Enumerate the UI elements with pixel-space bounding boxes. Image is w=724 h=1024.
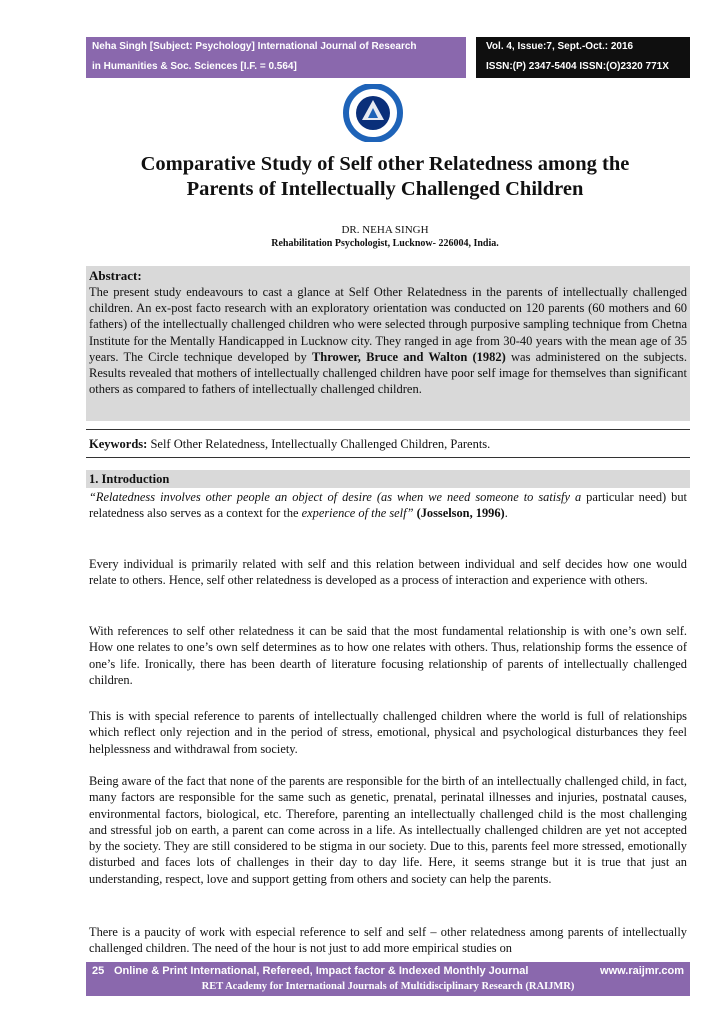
abstract-citation: Thrower, Bruce and Walton (1982) — [311, 349, 506, 364]
paragraph-1: Every individual is primarily related with self and this relation between individual and self decides how one would relate to others. Hence, self other relatedness is developed as a process of interaction and experience with others. — [89, 557, 687, 588]
abstract-text-part2: was administered on the subjects. Results revealed that mothers of intellectually challenged children have poor self image for themselves than significant others as compared to fathers of intellectually challenged children. — [89, 349, 688, 397]
abstract-text-part1: The present study endeavours to cast a glance at Self Other Relatedness in the parents of intellectually challenged children. An ex-post facto research with an exploratory orientation was conducted on 120 parents (60 mothers and 60 fathers) of the intellectually challenged children who were selected through purposive sampling technique from Chetna Institute for the Mentally Handicapped in Lucknow city. They ranged in age from 30-40 years with the mean age of 35 years. The Circle technique developed by — [89, 285, 687, 364]
quote-citation: (Josselson, 1996) — [413, 506, 505, 521]
journal-header-left — [86, 37, 466, 78]
keywords — [89, 436, 687, 452]
author-affiliation: Rehabilitation Psychologist, Lucknow- 226004, India. — [271, 238, 499, 249]
intro-heading-box — [86, 470, 690, 488]
abstract-heading: Abstract: — [89, 268, 142, 283]
abstract-text — [89, 284, 687, 397]
quote-italic: “Relatedness involves other people an object of desire (as when we need someone to satisfy a — [89, 490, 582, 504]
journal-logo-icon — [338, 84, 408, 142]
quote-plain: particular need) but relatedness also serves as a context for the — [89, 490, 687, 521]
paragraph-3: This is with special reference to parents of intellectually challenged children where the world is full of relationships which reflect only rejection and in the period of stress, emotional, physical and psychological disturbances they feel helplessness and withdrawal from society. — [89, 709, 687, 756]
title-line-2: Parents of Intellectually Challenged Children — [186, 178, 584, 200]
footer-journal-description: Online & Print International, Refereed, Impact factor & Indexed Monthly Journal — [114, 965, 529, 977]
author-name: DR. NEHA SINGH — [341, 224, 429, 236]
keywords-label: Keywords: — [89, 437, 148, 451]
footer-url[interactable]: www.raijmr.com — [600, 965, 684, 977]
title-line-1: Comparative Study of Self other Relatedness among the — [140, 153, 630, 175]
keywords-text: Self Other Relatedness, Intellectually Challenged Children, Parents. — [147, 437, 491, 451]
footer-publisher: RET Academy for International Journals of Multidisciplinary Research (RAIJMR) — [201, 981, 575, 992]
paper-title — [80, 152, 690, 202]
issn: ISSN:(P) 2347-5404 ISSN:(O)2320 771X — [486, 61, 669, 72]
page-footer — [86, 962, 690, 996]
journal-name-line2: in Humanities & Soc. Sciences [I.F. = 0.564] — [92, 61, 297, 72]
volume-issue: Vol. 4, Issue:7, Sept.-Oct.: 2016 — [486, 41, 634, 52]
section-heading: 1. Introduction — [89, 472, 170, 486]
journal-header-right — [476, 37, 690, 78]
quote-end: . — [504, 506, 508, 521]
paragraph-2: With references to self other relatedness it can be said that the most fundamental relationship is with one’s own self. How one relates to one’s own self determines as to how one relates with others. Thus, relationship forms the essence of one’s life. Ironically, there has been dearth of literature focusing relationship of parents of intellectually challenged children. — [89, 624, 687, 687]
divider — [86, 457, 690, 458]
paragraph-5: There is a paucity of work with especial reference to self and self – other relatedness among parents of intellectually challenged children. The need of the hour is not just to add more empirical studies on — [89, 925, 687, 956]
intro-quote — [89, 489, 687, 522]
paragraph-4: Being aware of the fact that none of the parents are responsible for the birth of an intellectually challenged child, in fact, many factors are responsible for the same such as genetic, prenatal, perinatal illnesses and injuries, postnatal causes, environmental factors, biological, etc. Therefore, parenting an intellectually challenged child is the most challenging and stressful job on earth, a parent can come across in a life. As intellectually challenged children are yet not accepted by the society. They are still considered to be stigma in our society. Due to this, parents feel more stressed, emotionally disturbed and faces lots of challenges in their day to day life. Here, it seems strange but it is true that just an understanding, respect, love and support getting from others and society can help the parents. — [89, 774, 687, 886]
journal-name-line1: Neha Singh [Subject: Psychology] International Journal of Research — [92, 41, 417, 52]
divider — [86, 429, 690, 430]
page-number: 25 — [92, 965, 105, 977]
quote-italic-2: experience of the self” — [301, 506, 414, 521]
